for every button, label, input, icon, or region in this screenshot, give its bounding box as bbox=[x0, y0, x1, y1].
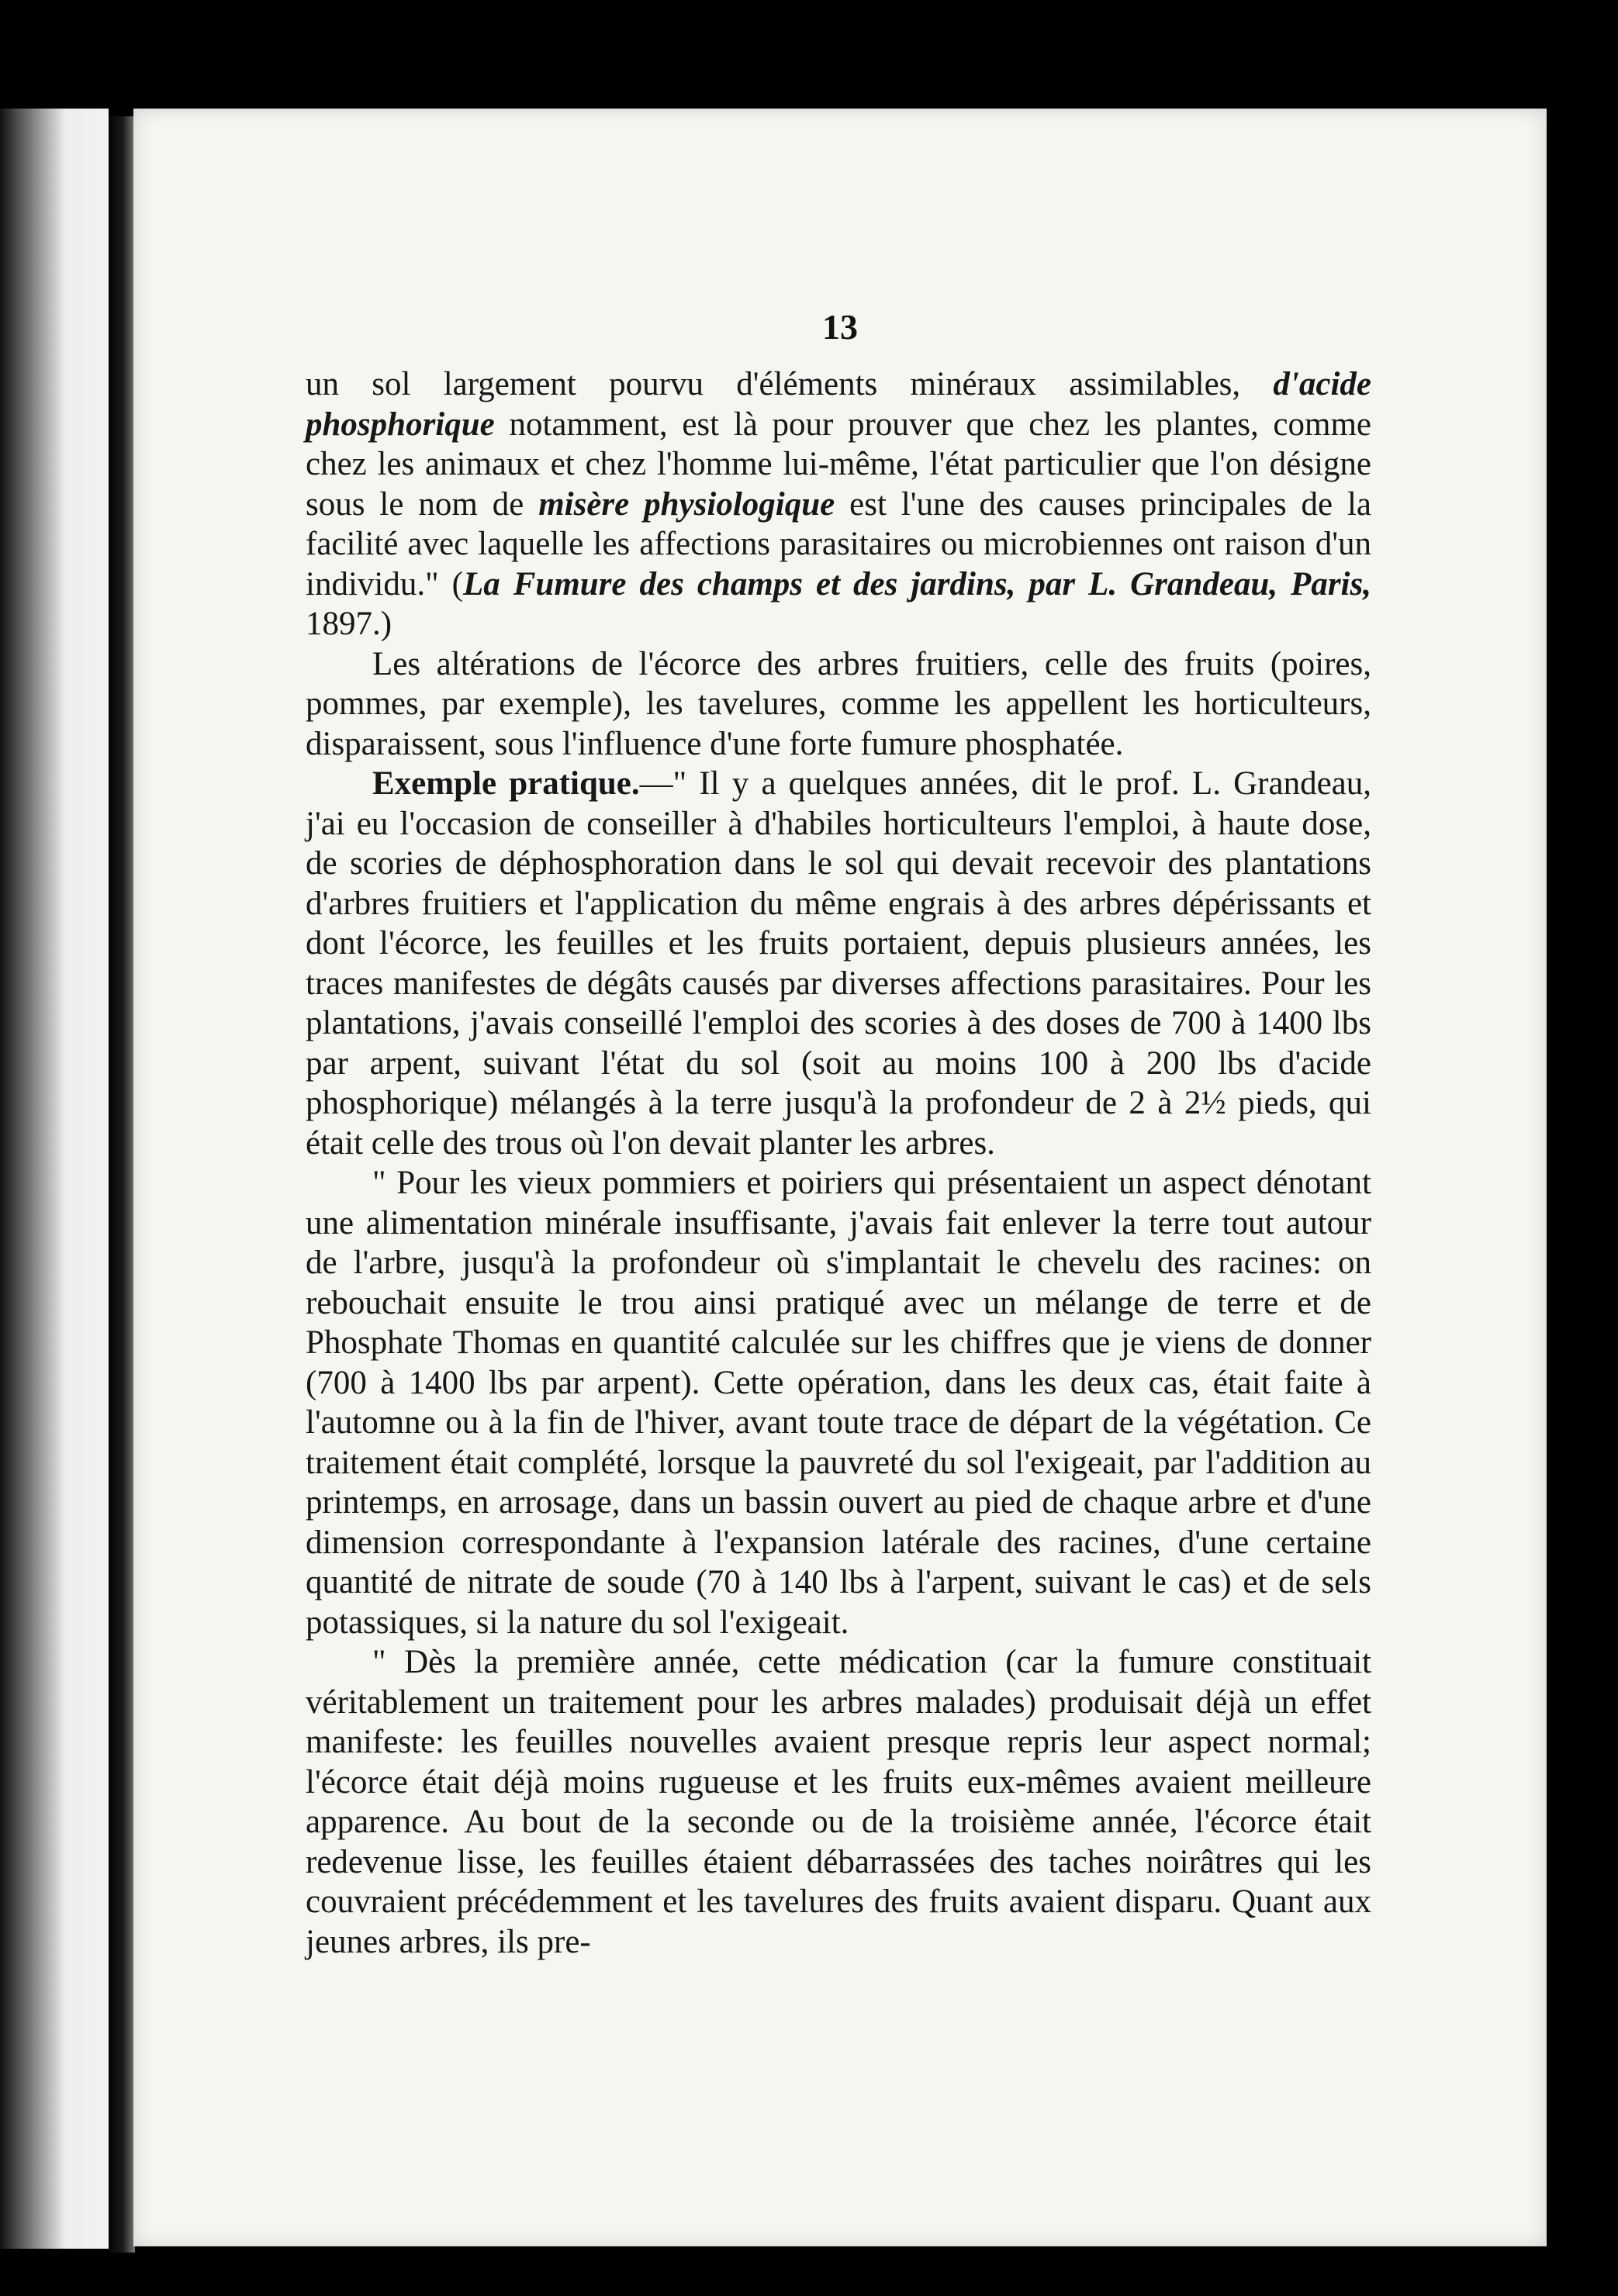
paragraph-1-text-a: un sol largement pourvu d'éléments minéraux assimilables, bbox=[306, 366, 1274, 402]
previous-page-edge bbox=[0, 109, 109, 2249]
paragraph-4: " Pour les vieux pommiers et poiriers qui présentaient un aspect dénotant une alimentation minérale insuffisante, j'avais fait enlever la terre tout autour de l'arbre, jusqu'à la profondeur où s'implantait le chevelu des racines: on rebouchait ensuite le trou ainsi pratiqué avec un mélange de terre et de Phosphate Thomas en quantité calculée sur les chiffres que je viens de donner (700 à 1400 lbs par arpent). Cette opération, dans les deux cas, était faite à l'automne ou à la fin de l'hiver, avant toute trace de départ de la végétation. Ce traitement était complété, lorsque la pauvreté du sol l'exigeait, par l'addition au printemps, en arrosage, dans un bassin ouvert au pied de chaque arbre et d'une dimension correspondante à l'expansion latérale des racines, d'une certaine quantité de nitrate de soude (70 à 140 lbs à l'arpent, suivant le cas) et de sels potassiques, si la nature du sol l'exigeait. bbox=[306, 1165, 1371, 1641]
emphasis-acide-phosphorique: d'acide phosphorique bbox=[306, 366, 1371, 443]
citation-title: La Fumure des champs et des jardins, par L. Grandeau, Paris, bbox=[462, 565, 1371, 602]
paragraph-3 bbox=[306, 764, 1371, 1163]
paragraph-1-text-c: est l'une des causes principales de la facilité avec laquelle les affections parasitaires ou microbiennes ont raison d'un individu." ( bbox=[306, 485, 1371, 602]
body-text bbox=[306, 364, 1371, 1962]
paragraph-2: Les altérations de l'écorce des arbres fruitiers, celle des fruits (poires, pommes, par exemple), les tavelures, comme les appellent les horticulteurs, disparaissent, sous l'influence d'une forte fumure phosphatée. bbox=[306, 645, 1371, 762]
paragraph-1-text-b: notamment, est là pour prouver que chez les plantes, comme chez les animaux et chez l'homme lui-même, l'état particulier que l'on désigne sous le nom de bbox=[306, 406, 1371, 523]
paragraph-1 bbox=[306, 364, 1371, 644]
example-heading: Exemple pratique. bbox=[372, 765, 640, 802]
emphasis-misere-physiologique: misère physiologique bbox=[538, 485, 835, 523]
book-page bbox=[133, 109, 1547, 2246]
citation-year: 1897.) bbox=[306, 606, 392, 642]
paragraph-5: " Dès la première année, cette médication (car la fumure constituait véritablement un traitement pour les arbres malades) produisait déjà un effet manifeste: les feuilles nouvelles avaient presque repris leur aspect normal; l'écorce était déjà moins rugueuse et les fruits eux-mêmes avaient meilleure apparence. Au bout de la seconde ou de la troisième année, l'écorce était redevenue lisse, les feuilles étaient débarrassées des taches noirâtres qui les couvraient précédemment et les tavelures des fruits avaient disparu. Quant aux jeunes arbres, ils pre- bbox=[306, 1644, 1371, 1960]
book-gutter-shadow bbox=[109, 116, 135, 2253]
page-number: 13 bbox=[822, 307, 858, 347]
paragraph-3-text: —" Il y a quelques années, dit le prof. L. Grandeau, j'ai eu l'occasion de conseiller à d'habiles horticulteurs l'emploi, à haute dose, de scories de déphosphoration dans le sol qui devait recevoir des plantations d'arbres fruitiers et l'application du même engrais à des arbres dépérissants et dont l'écorce, les feuilles et les fruits portaient, depuis plusieurs années, les traces manifestes de dégâts causés par diverses affections parasitaires. Pour les plantations, j'avais conseillé l'emploi des scories à des doses de 700 à 1400 lbs par arpent, suivant l'état du sol (soit au moins 100 à 200 lbs d'acide phosphorique) mélangés à la terre jusqu'à la profondeur de 2 à 2½ pieds, qui était celle des trous où l'on devait planter les arbres. bbox=[306, 765, 1371, 1162]
